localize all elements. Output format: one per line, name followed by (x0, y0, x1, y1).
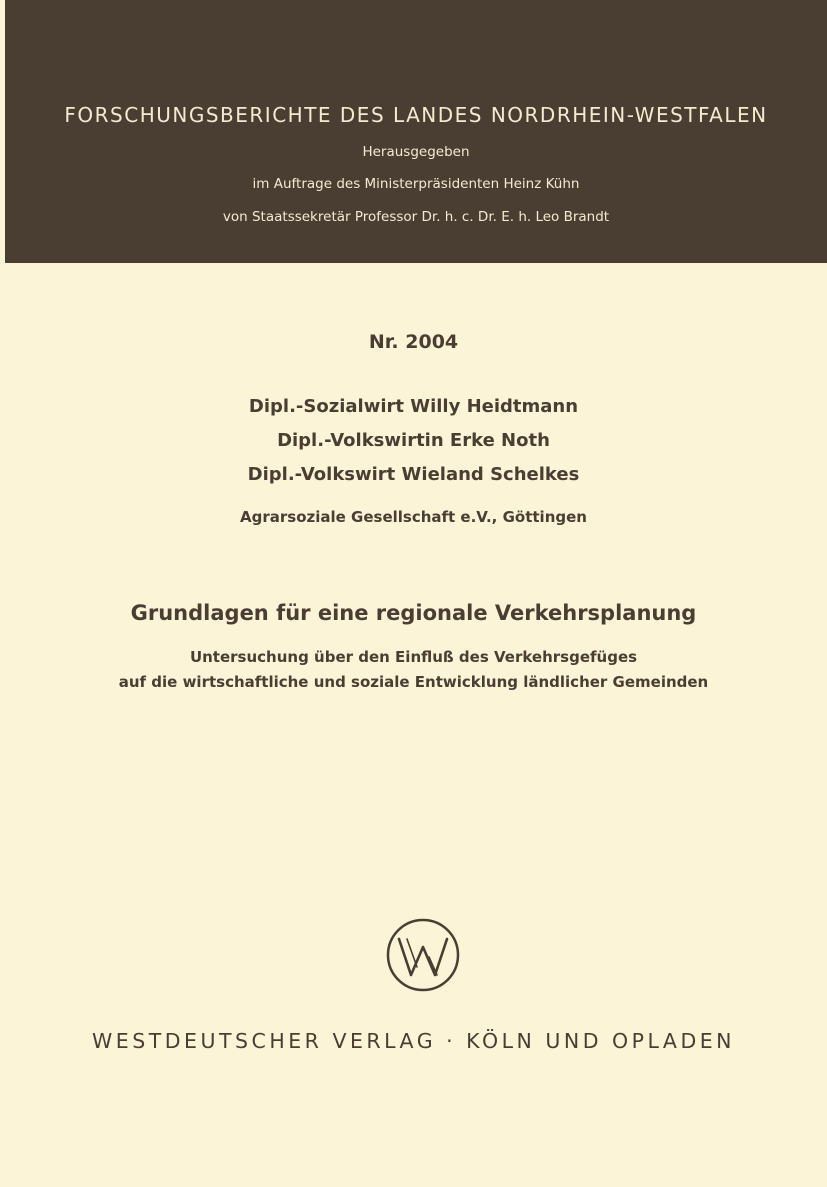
subtitle-line-1: Untersuchung über den Einfluß des Verkehrsgefüges (189, 648, 638, 666)
header-band (5, 0, 827, 263)
editor-line-1: Herausgegeben (362, 144, 470, 160)
publisher-logo-icon (385, 917, 461, 993)
subtitle-line-2: auf die wirtschaftliche und soziale Entwicklung ländlicher Gemeinden (118, 673, 709, 691)
institution: Agrarsoziale Gesellschaft e.V., Göttingen (240, 508, 587, 526)
report-number: Nr. 2004 (368, 331, 459, 353)
publisher-line: WESTDEUTSCHER VERLAG · KÖLN UND OPLADEN (91, 1029, 736, 1053)
editor-line-3: von Staatssekretär Professor Dr. h. c. Dr. E. h. Leo Brandt (222, 209, 610, 225)
series-title: FORSCHUNGSBERICHTE DES LANDES NORDRHEIN-WESTFALEN (64, 103, 768, 127)
author-3: Dipl.-Volkswirt Wieland Schelkes (247, 464, 580, 485)
book-title: Grundlagen für eine regionale Verkehrsplanung (130, 601, 697, 625)
editor-line-2: im Auftrage des Ministerpräsidenten Heinz Kühn (252, 176, 580, 192)
author-1: Dipl.-Sozialwirt Willy Heidtmann (248, 396, 579, 417)
author-2: Dipl.-Volkswirtin Erke Noth (277, 430, 550, 451)
